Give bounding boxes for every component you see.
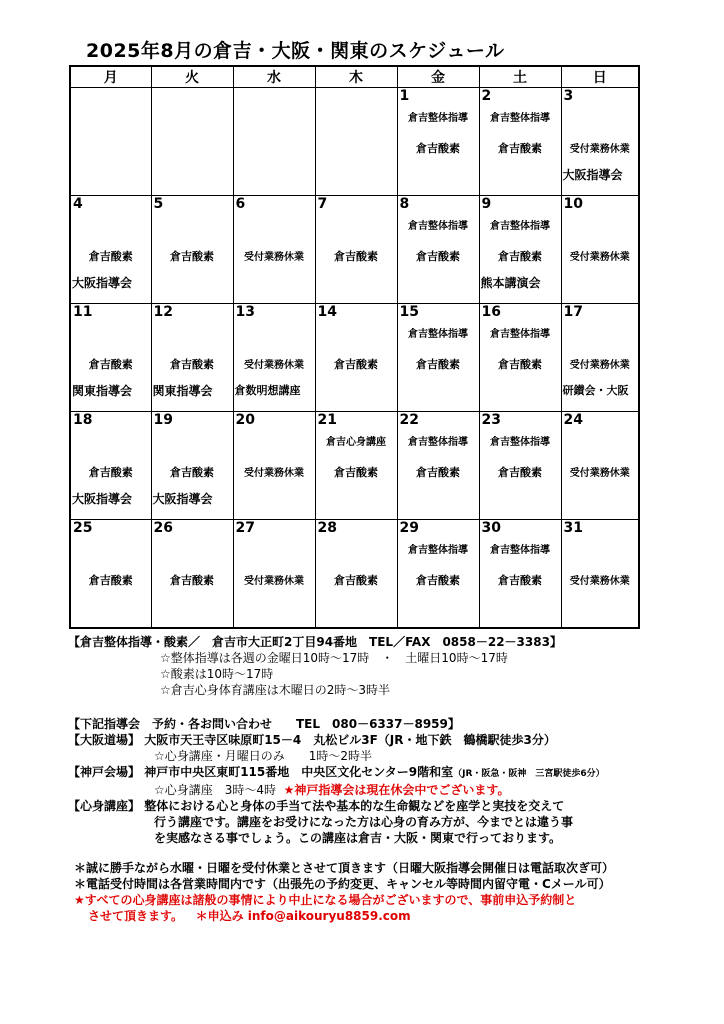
day-number: 23 [481, 412, 501, 428]
day-cell-thu [315, 88, 397, 196]
event-line-2: 受付業務休業 [569, 576, 630, 587]
event-line-2: 受付業務休業 [244, 360, 304, 371]
event-line-1: 倉吉整体指導 [490, 437, 550, 448]
day-cell-wed [233, 412, 315, 520]
weekday-fri: 金 [397, 66, 479, 88]
day-number: 11 [73, 304, 93, 320]
event-line-1: 倉吉整体指導 [408, 113, 468, 124]
event-line-2: 倉吉酸素 [416, 466, 460, 479]
note-1: ＊誠に勝手ながら水曜・日曜を受付休業とさせて頂きます（日曜大阪指導会開催日は電話取次ぎ可） [74, 861, 615, 875]
shinshin-line-1 [68, 798, 708, 814]
kobe-address: 神戸市中央区東町115番地 中央区文化センター9階和室 [144, 765, 454, 779]
day-cell-sat [479, 520, 561, 629]
event-line-2: 倉吉酸素 [498, 358, 542, 371]
day-cell-sat [479, 88, 561, 196]
day-number: 14 [317, 304, 337, 320]
osaka-label: 【大阪道場】 [68, 733, 141, 747]
shinshin-label: 【心身講座】 [68, 799, 141, 813]
calendar-body [70, 88, 639, 629]
day-cell-wed [233, 520, 315, 629]
osaka-line [68, 732, 708, 748]
calendar-week-row [70, 520, 639, 629]
kurayoshi-line-3: ☆倉吉心身体育講座は木曜日の2時～3時半 [160, 683, 391, 697]
day-cell-mon [70, 412, 151, 520]
day-number: 12 [153, 304, 173, 320]
event-line-2: 倉吉酸素 [416, 358, 460, 371]
day-cell-tue [151, 412, 233, 520]
weekday-mon: 月 [70, 66, 151, 88]
day-cell-wed [233, 196, 315, 304]
day-cell-wed [233, 88, 315, 196]
day-cell-thu [315, 412, 397, 520]
kobe-notice: ★神戸指導会は現在休会中でございます。 [283, 783, 510, 797]
day-cell-fri [397, 412, 479, 520]
event-line-2: 倉吉酸素 [170, 466, 214, 479]
event-line-2: 倉吉酸素 [88, 574, 133, 587]
day-cell-tue [151, 520, 233, 629]
day-number: 21 [317, 412, 337, 428]
event-line-1: 倉吉整体指導 [490, 329, 550, 340]
day-cell-fri [397, 196, 479, 304]
event-line-2: 倉吉酸素 [498, 250, 542, 263]
kurayoshi-header: 【倉吉整体指導・酸素／ 倉吉市大正町2丁目94番地 TEL／FAX 0858－22－3383】 [68, 635, 562, 649]
day-number: 30 [481, 520, 501, 536]
day-number: 10 [563, 196, 583, 212]
shinshin-text-1: 整体における心と身体の手当て法や基本的な生命観などを座学と実技を交えて [144, 799, 565, 813]
event-line-1: 倉吉整体指導 [490, 221, 550, 232]
event-line-3: 倉数明想講座 [234, 384, 301, 397]
day-cell-wed [233, 304, 315, 412]
calendar-week-row [70, 412, 639, 520]
weekday-sun: 日 [561, 66, 639, 88]
day-cell-fri [397, 520, 479, 629]
day-cell-sun [561, 520, 639, 629]
contact-line: 【下記指導会 予約・各お問い合わせ TEL 080－6337－8959】 [68, 717, 460, 731]
calendar-week-row [70, 196, 639, 304]
event-line-3: 大阪指導会 [152, 492, 213, 506]
kobe-detail: ☆心身講座 3時～4時 [154, 783, 277, 797]
note-2: ＊電話受付時間は各営業時間内です（出張先の予約変更、キャンセル等時間内留守電・Cメール可） [74, 877, 611, 891]
calendar-table [69, 65, 640, 629]
calendar-week-row [70, 304, 639, 412]
day-cell-sat [479, 196, 561, 304]
day-number: 18 [73, 412, 93, 428]
event-line-1: 倉吉心身講座 [326, 437, 386, 448]
day-number: 25 [73, 520, 93, 536]
page-title: 2025年8月の倉吉・大阪・関東のスケジュール [86, 40, 505, 62]
day-cell-tue [151, 196, 233, 304]
event-line-2: 倉吉酸素 [88, 250, 133, 263]
event-line-3: 研鑚会・大阪 [562, 384, 629, 397]
day-number: 27 [235, 520, 255, 536]
event-line-2: 倉吉酸素 [88, 466, 133, 479]
note-4-line [68, 908, 708, 924]
event-line-2: 受付業務休業 [569, 144, 630, 155]
event-line-2: 倉吉酸素 [334, 466, 378, 479]
event-line-1: 倉吉整体指導 [408, 329, 468, 340]
day-number: 2 [481, 88, 492, 104]
day-number: 7 [317, 196, 328, 212]
day-cell-sun [561, 196, 639, 304]
weekday-tue: 火 [151, 66, 233, 88]
day-number: 9 [481, 196, 492, 212]
event-line-3: 大阪指導会 [72, 492, 133, 506]
event-line-2: 受付業務休業 [244, 468, 304, 479]
day-number: 20 [235, 412, 255, 428]
note-4: させて頂きます。 [88, 909, 184, 923]
event-line-2: 倉吉酸素 [498, 142, 542, 155]
event-line-2: 受付業務休業 [244, 252, 304, 263]
day-number: 29 [399, 520, 419, 536]
event-line-2: 倉吉酸素 [334, 250, 378, 263]
event-line-2: 倉吉酸素 [88, 358, 133, 371]
day-number: 3 [563, 88, 574, 104]
event-line-2: 倉吉酸素 [170, 250, 214, 263]
note-3: ★すべての心身講座は諸般の事情により中止になる場合がございますので、事前申込予約制と [74, 893, 577, 907]
day-number: 19 [153, 412, 173, 428]
day-number: 28 [317, 520, 337, 536]
shinshin-line-2: 行う講座です。講座をお受けになった方は心身の育み方が、今までとは違う事 [154, 815, 574, 829]
day-cell-thu [315, 520, 397, 629]
event-line-2: 受付業務休業 [244, 576, 304, 587]
event-line-2: 倉吉酸素 [170, 358, 214, 371]
kobe-line [68, 764, 708, 782]
kobe-detail-line [68, 782, 708, 798]
info-section [68, 634, 708, 924]
day-number: 24 [563, 412, 583, 428]
day-cell-sat [479, 304, 561, 412]
event-line-2: 倉吉酸素 [498, 574, 542, 587]
weekday-wed: 水 [233, 66, 315, 88]
shinshin-line-3: を実感なさる事でしょう。この講座は倉吉・大阪・関東で行っております。 [154, 831, 562, 845]
kobe-address-note: （JR・阪急・阪神 三宮駅徒歩6分） [453, 769, 605, 779]
event-line-2: 受付業務休業 [569, 252, 630, 263]
kurayoshi-line-2: ☆酸素は10時～17時 [160, 667, 274, 681]
event-line-1: 倉吉整体指導 [408, 437, 468, 448]
day-number: 6 [235, 196, 246, 212]
event-line-1: 倉吉整体指導 [490, 113, 550, 124]
day-cell-thu [315, 304, 397, 412]
event-line-1: 倉吉整体指導 [408, 221, 468, 232]
day-number: 22 [399, 412, 419, 428]
osaka-address: 大阪市天王寺区味原町15－4 丸松ビル3F（JR・地下鉄 鶴橋駅徒歩3分） [144, 733, 556, 747]
event-line-3: 大阪指導会 [562, 168, 623, 182]
day-number: 17 [563, 304, 583, 320]
day-cell-mon [70, 88, 151, 196]
weekday-thu: 木 [315, 66, 397, 88]
day-number: 5 [153, 196, 164, 212]
day-number: 4 [73, 196, 83, 212]
day-cell-tue [151, 304, 233, 412]
day-number: 13 [235, 304, 255, 320]
day-cell-mon [70, 196, 151, 304]
day-cell-sat [479, 412, 561, 520]
day-number: 16 [481, 304, 501, 320]
note-5: ＊申込み info@aikouryu8859.com [195, 909, 411, 923]
event-line-3: 熊本講演会 [480, 276, 541, 290]
weekday-header-row [70, 66, 639, 88]
day-number: 26 [153, 520, 173, 536]
day-number: 31 [563, 520, 583, 536]
day-cell-mon [70, 304, 151, 412]
event-line-2: 受付業務休業 [569, 360, 630, 371]
day-number: 8 [399, 196, 410, 212]
event-line-1: 倉吉整体指導 [408, 545, 468, 556]
event-line-2: 受付業務休業 [569, 468, 630, 479]
day-cell-sun [561, 88, 639, 196]
event-line-3: 関東指導会 [72, 384, 133, 398]
calendar-week-row [70, 88, 639, 196]
day-cell-tue [151, 88, 233, 196]
event-line-3: 大阪指導会 [72, 276, 133, 290]
day-cell-sun [561, 304, 639, 412]
osaka-detail: ☆心身講座・月曜日のみ 1時～2時半 [154, 749, 373, 763]
day-cell-sun [561, 412, 639, 520]
event-line-2: 倉吉酸素 [416, 142, 460, 155]
event-line-1: 倉吉整体指導 [490, 545, 550, 556]
day-cell-mon [70, 520, 151, 629]
kobe-label: 【神戸会場】 [68, 765, 141, 779]
event-line-2: 倉吉酸素 [416, 250, 460, 263]
event-line-2: 倉吉酸素 [170, 574, 214, 587]
day-number: 15 [399, 304, 419, 320]
event-line-3: 関東指導会 [152, 384, 213, 398]
event-line-2: 倉吉酸素 [498, 466, 542, 479]
event-line-2: 倉吉酸素 [334, 574, 378, 587]
day-cell-fri [397, 304, 479, 412]
day-number: 1 [399, 88, 410, 104]
day-cell-thu [315, 196, 397, 304]
event-line-2: 倉吉酸素 [334, 358, 378, 371]
day-cell-fri [397, 88, 479, 196]
event-line-2: 倉吉酸素 [416, 574, 460, 587]
kurayoshi-line-1: ☆整体指導は各週の金曜日10時～17時 ・ 土曜日10時～17時 [160, 651, 508, 665]
weekday-sat: 土 [479, 66, 561, 88]
